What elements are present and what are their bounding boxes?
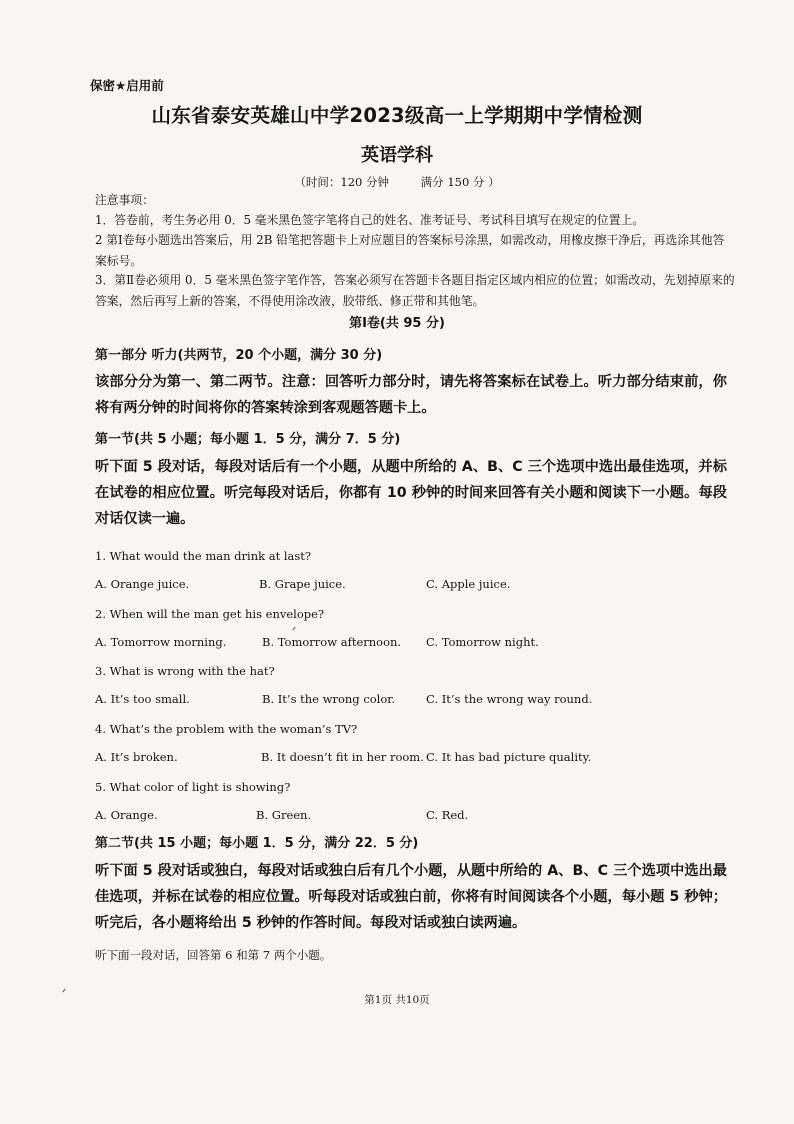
question-5: 5. What color of light is showing? [95, 780, 291, 794]
secret-label: 保密★启用前 [90, 78, 164, 93]
question-2: 2. When will the man get his envelope? [95, 607, 325, 621]
exam-time: （时间：120 分钟 [294, 175, 390, 189]
q2-option-c: C. Tomorrow night. [426, 635, 539, 649]
question-1: 1. What would the man drink at last? [95, 549, 312, 563]
notice-item-3: 3．第Ⅱ卷必须用 0．5 毫米黑色签字笔作答，答案必须写在答题卡各题目指定区域内相应的位置；如需改动，先划掉原来的答案，然后再写上新的答案，不得使用涂改液，胶带纸、修正带和其他笔。 [95, 273, 735, 308]
q5-option-b: B. Green. [256, 808, 312, 822]
notice-heading: 注意事项： [95, 193, 154, 207]
q2-option-a: A. Tomorrow morning. [95, 635, 227, 649]
q4-option-c: C. It has bad picture quality. [426, 750, 592, 764]
exam-title: 山东省泰安英雄山中学2023级高一上学期期中学情检测 [151, 104, 643, 127]
page-footer: 第1页 共10页 [364, 994, 430, 1006]
q5-option-c: C. Red. [426, 808, 469, 822]
exam-score: 满分 150 分 ） [420, 175, 500, 189]
section1-heading: 第一节(共 5 小题；每小题 1．5 分，满分 7．5 分) [95, 432, 401, 447]
q1-option-a: A. Orange juice. [95, 577, 190, 591]
question-4: 4. What’s the problem with the woman’s TV? [95, 722, 358, 736]
part1-intro: 该部分分为第一、第二两节。注意：回答听力部分时，请先将答案标在试卷上。听力部分结束前，你将有两分钟的时间将你的答案转涂到客观题答题卡上。 [95, 374, 727, 416]
time-score-line [0, 174, 794, 190]
section1-intro: 听下面 5 段对话，每段对话后有一个小题，从题中所给的 A、B、C 三个选项中选出最佳选项，并标在试卷的相应位置。听完每段对话后，你都有 10 秒钟的时间来回答有关小题和阅读下一小题。每段对话仅读一遍。 [95, 459, 727, 527]
q5-option-a: A. Orange. [95, 808, 158, 822]
q3-option-b: B. It’s the wrong color. [262, 692, 396, 706]
q1-option-c: C. Apple juice. [426, 577, 511, 591]
notice-item-2: 2 第Ⅰ卷每小题选出答案后，用 2B 铅笔把答题卡上对应题目的答案标号涂黑，如需改动，用橡皮擦干净后，再选涂其他答案标号。 [95, 233, 725, 268]
q3-option-c: C. It’s the wrong way round. [426, 692, 593, 706]
q4-option-b: B. It doesn’t fit in her room. [261, 750, 424, 764]
part1-heading: 第一部分 听力(共两节，20 个小题，满分 30 分) [95, 348, 383, 363]
q4-option-a: A. It’s broken. [95, 750, 178, 764]
q1-option-b: B. Grape juice. [259, 577, 346, 591]
notice-item-1: 1．答卷前，考生务必用 0．5 毫米黑色签字笔将自己的姓名、准考证号、考试科目填写在规定的位置上。 [95, 213, 645, 227]
scan-speck [292, 627, 295, 631]
section2-intro: 听下面 5 段对话或独白，每段对话或独白后有几个小题，从题中所给的 A、B、C 三个选项中选出最佳选项，并标在试卷的相应位置。听每段对话或独白前，你将有时间阅读各个小题，每小题 5 秒钟；听完后，各小题将给出 5 秒钟的作答时间。每段对话或独白读两遍。 [95, 863, 727, 931]
section2-note: 听下面一段对话，回答第 6 和第 7 两个小题。 [95, 948, 332, 962]
volume-heading: 第Ⅰ卷(共 95 分) [349, 316, 445, 331]
subject-title: 英语学科 [361, 145, 433, 166]
q2-option-b: B. Tomorrow afternoon. [262, 635, 402, 649]
question-3: 3. What is wrong with the hat? [95, 664, 275, 678]
section2-heading: 第二节(共 15 小题；每小题 1．5 分，满分 22．5 分) [95, 836, 419, 851]
q3-option-a: A. It’s too small. [95, 692, 190, 706]
